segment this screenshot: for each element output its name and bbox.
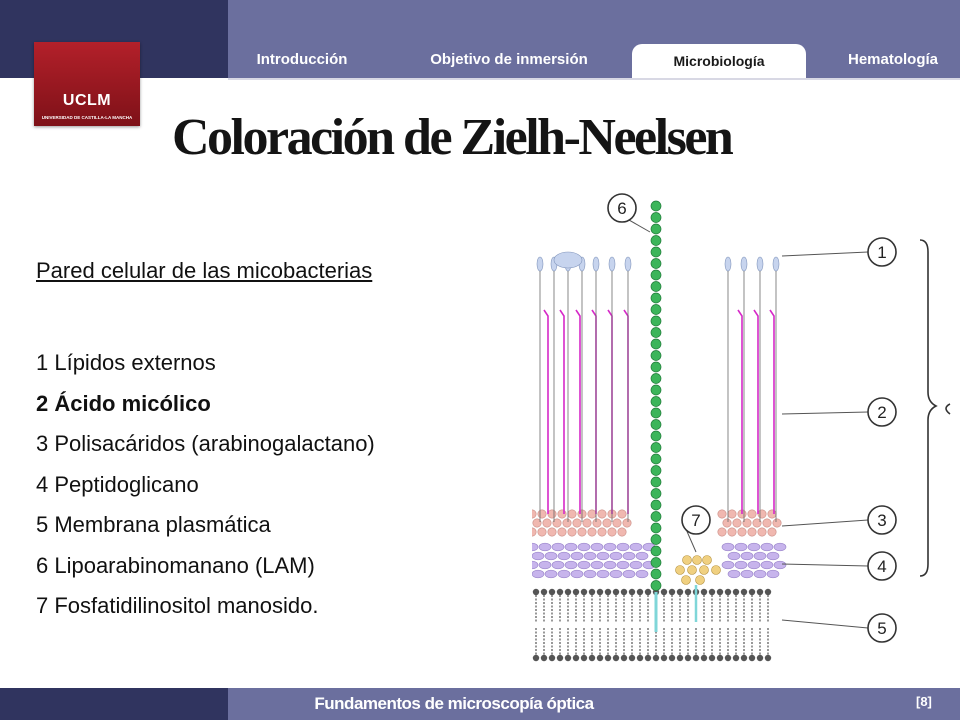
mycolic-acid — [608, 310, 612, 514]
lipid-head — [541, 589, 547, 595]
mycolic-acid — [592, 310, 596, 514]
lam-bead — [651, 523, 661, 533]
mycolic-acid — [624, 310, 628, 514]
lipid-head — [749, 655, 755, 661]
polysaccharide-unit — [718, 510, 726, 518]
peptidoglycan-unit — [604, 561, 616, 569]
lam-bead — [651, 569, 661, 579]
diagram-label: 4 — [877, 557, 887, 576]
polysaccharide-unit — [763, 519, 771, 527]
top-bar-divider — [228, 78, 960, 80]
mycolic-acid — [560, 310, 564, 514]
lam-bead — [651, 305, 661, 315]
lipid-head — [733, 589, 739, 595]
lam-bead — [651, 489, 661, 499]
polysaccharide-unit — [583, 519, 591, 527]
page-number: [8] — [916, 694, 932, 709]
lipid-head — [741, 589, 747, 595]
lipid-head — [677, 589, 683, 595]
slide-subtitle: Pared celular de las micobacterias — [36, 258, 373, 283]
peptidoglycan-unit — [722, 561, 734, 569]
lipid-head — [765, 655, 771, 661]
peptidoglycan-unit — [558, 552, 570, 560]
polysaccharide-unit — [728, 510, 736, 518]
footer-title: Fundamentos de microscopía óptica — [314, 694, 594, 713]
polysaccharide-unit — [608, 528, 616, 536]
lam-bead — [651, 500, 661, 510]
polysaccharide-unit — [618, 528, 626, 536]
lipid-head — [597, 589, 603, 595]
peptidoglycan-unit — [532, 561, 538, 569]
polysaccharide-unit — [532, 528, 536, 536]
lipid-head — [581, 655, 587, 661]
peptidoglycan-unit — [578, 561, 590, 569]
peptidoglycan-unit — [532, 570, 544, 578]
outer-lipid-head — [725, 257, 731, 271]
diagram-label: 2 — [877, 403, 887, 422]
polysaccharide-unit — [578, 528, 586, 536]
lam-bead — [651, 385, 661, 395]
outer-lipid-head — [773, 257, 779, 271]
peptidoglycan-unit — [591, 561, 603, 569]
lam-bead — [651, 512, 661, 522]
lipid-head — [765, 589, 771, 595]
lam-bead — [651, 270, 661, 280]
lipid-head — [621, 589, 627, 595]
lam-bead — [651, 316, 661, 326]
plasma-membrane-layer — [533, 589, 771, 661]
lipid-head — [589, 655, 595, 661]
lipid-head — [693, 655, 699, 661]
peptidoglycan-unit — [597, 570, 609, 578]
peptidoglycan-unit — [630, 543, 642, 551]
polysaccharide-unit — [538, 510, 546, 518]
peptidoglycan-unit — [539, 543, 551, 551]
outer-lipid-head — [741, 257, 747, 271]
lipid-head — [637, 655, 643, 661]
lipid-head — [725, 655, 731, 661]
polysaccharide-unit — [768, 510, 776, 518]
lam-bead — [651, 454, 661, 464]
tab-objetivo-de-inmersion[interactable]: Objetivo de inmersión — [430, 51, 588, 68]
lipid-head — [581, 589, 587, 595]
lam-bead — [651, 293, 661, 303]
lam-bead — [651, 328, 661, 338]
tab-hematologia[interactable]: Hematología — [847, 51, 938, 68]
peptidoglycan-unit — [571, 570, 583, 578]
diagram-label: 7 — [691, 511, 701, 530]
mycolic-acid — [544, 310, 548, 514]
lipid-head — [709, 589, 715, 595]
lipid-head — [557, 655, 563, 661]
peptidoglycan-unit — [539, 561, 551, 569]
lipid-head — [709, 655, 715, 661]
lipid-head — [757, 589, 763, 595]
polysaccharide-unit — [558, 528, 566, 536]
lipid-head — [573, 589, 579, 595]
lam-bead — [651, 466, 661, 476]
peptidoglycan-unit — [748, 561, 760, 569]
lam-bead — [651, 339, 661, 349]
pim-bead — [696, 576, 705, 585]
polysaccharide-unit — [618, 510, 626, 518]
lipid-head — [565, 655, 571, 661]
list-item: 1 Lípidos externos — [36, 350, 216, 375]
polysaccharide-unit — [773, 519, 781, 527]
peptidoglycan-unit — [754, 552, 766, 560]
diagram-label: 3 — [877, 511, 887, 530]
lipid-head — [549, 589, 555, 595]
lam-bead — [651, 477, 661, 487]
diagram-label: 5 — [877, 619, 887, 638]
lam-bead — [651, 420, 661, 430]
peptidoglycan-unit — [610, 552, 622, 560]
polysaccharide-unit — [598, 510, 606, 518]
lipid-head — [701, 589, 707, 595]
lam-bead — [651, 224, 661, 234]
lam-bead — [651, 408, 661, 418]
polysaccharide-unit — [728, 528, 736, 536]
peptidoglycan-unit — [767, 570, 779, 578]
polysaccharide-unit — [568, 510, 576, 518]
lipid-head — [597, 655, 603, 661]
peptidoglycan-unit — [735, 543, 747, 551]
lipid-head — [757, 655, 763, 661]
peptidoglycan-unit — [728, 570, 740, 578]
slide-title: Coloración de Zielh-Neelsen — [172, 109, 732, 166]
peptidoglycan-unit — [748, 543, 760, 551]
tab-introduccion[interactable]: Introducción — [256, 51, 348, 68]
outer-lipid-head — [609, 257, 615, 271]
lipid-head — [629, 655, 635, 661]
mycolic-acid — [770, 310, 774, 514]
lipid-head — [661, 589, 667, 595]
polysaccharide-unit — [538, 528, 546, 536]
polysaccharide-unit — [588, 510, 596, 518]
lipid-head — [605, 655, 611, 661]
list-item: 5 Membrana plasmática — [36, 512, 271, 537]
lam-bead — [651, 397, 661, 407]
polysaccharide-unit — [718, 528, 726, 536]
peptidoglycan-unit — [636, 552, 648, 560]
outer-lipid-head — [593, 257, 599, 271]
polysaccharide-unit — [548, 528, 556, 536]
peptidoglycan-unit — [552, 543, 564, 551]
peptidoglycan-unit — [623, 552, 635, 560]
peptidoglycan-unit — [597, 552, 609, 560]
lipid-head — [541, 655, 547, 661]
lipid-head — [717, 589, 723, 595]
lipid-head — [565, 589, 571, 595]
lam-bead — [651, 558, 661, 568]
peptidoglycan-unit — [722, 543, 734, 551]
pim-bead — [683, 556, 692, 565]
polysaccharide-unit — [598, 528, 606, 536]
list-item: 2 Ácido micólico — [36, 390, 211, 416]
lipid-head — [645, 655, 651, 661]
outer-lipid-head — [757, 257, 763, 271]
list-item: 3 Polisacáridos (arabinogalactano) — [36, 431, 375, 456]
lam-bead — [651, 236, 661, 246]
peptidoglycan-unit — [623, 570, 635, 578]
peptidoglycan-unit — [741, 552, 753, 560]
peptidoglycan-unit — [617, 561, 629, 569]
lipid-head — [629, 589, 635, 595]
polysaccharide-unit — [573, 519, 581, 527]
peptidoglycan-unit — [532, 552, 544, 560]
lam-bead — [651, 259, 661, 269]
peptidoglycan-unit — [630, 561, 642, 569]
lipid-head — [605, 589, 611, 595]
peptidoglycan-unit — [761, 543, 773, 551]
mycolic-acid — [576, 310, 580, 514]
component-list — [36, 348, 375, 632]
logo-subtext: UNIVERSIDAD DE CASTILLA-LA MANCHA — [41, 115, 133, 120]
peptidoglycan-unit — [545, 552, 557, 560]
peptidoglycan-unit — [578, 543, 590, 551]
polysaccharide-unit — [748, 510, 756, 518]
lam-bead — [651, 247, 661, 257]
peptidoglycan-unit — [728, 552, 740, 560]
peptidoglycan-unit — [565, 561, 577, 569]
list-item: 4 Peptidoglicano — [36, 471, 199, 497]
polysaccharide-unit — [532, 510, 536, 518]
lam-bead — [651, 535, 661, 545]
peptidoglycan-unit — [584, 570, 596, 578]
polysaccharide-unit — [733, 519, 741, 527]
callout-line — [782, 412, 868, 414]
peptidoglycan-unit — [591, 543, 603, 551]
cell-wall-diagram — [532, 192, 952, 680]
outer-lipid-head — [537, 257, 543, 271]
lipid-head — [733, 655, 739, 661]
pim-bead — [688, 566, 697, 575]
polysaccharide-unit — [758, 528, 766, 536]
lipid-head — [669, 589, 675, 595]
lipid-head — [661, 655, 667, 661]
peptidoglycan-unit — [735, 561, 747, 569]
diagram-label: 1 — [877, 243, 887, 262]
lam-bead — [651, 201, 661, 211]
peptidoglycan-unit — [604, 543, 616, 551]
callout-line — [782, 620, 868, 628]
lipid-head — [717, 655, 723, 661]
peptidoglycan-unit — [617, 543, 629, 551]
polysaccharide-unit — [748, 528, 756, 536]
peptidoglycan-unit — [565, 543, 577, 551]
lipid-head — [589, 589, 595, 595]
lam-bead — [651, 443, 661, 453]
uclm-logo — [34, 42, 140, 126]
pim-bead — [703, 556, 712, 565]
lipid-head — [637, 589, 643, 595]
mycolic-acid — [738, 310, 742, 514]
pim-bead — [700, 566, 709, 575]
lipid-head — [725, 589, 731, 595]
callout-line — [782, 520, 868, 526]
lipid-head — [557, 589, 563, 595]
lipid-head — [749, 589, 755, 595]
list-item: 6 Lipoarabinomanano (LAM) — [36, 552, 315, 578]
peptidoglycan-unit — [532, 543, 538, 551]
bracket — [920, 240, 936, 576]
peptidoglycan-unit — [754, 570, 766, 578]
lipid-head — [677, 655, 683, 661]
polysaccharide-unit — [543, 519, 551, 527]
lipid-head — [685, 655, 691, 661]
lipid-head — [533, 589, 539, 595]
peptidoglycan-unit — [558, 570, 570, 578]
lipid-head — [573, 655, 579, 661]
polysaccharide-unit — [623, 519, 631, 527]
outer-lipid-head — [625, 257, 631, 271]
peptidoglycan-unit — [584, 552, 596, 560]
lipid-head — [685, 589, 691, 595]
lipid-head — [549, 655, 555, 661]
peptidoglycan-unit — [741, 570, 753, 578]
peptidoglycan-unit — [761, 561, 773, 569]
lam-bead — [651, 431, 661, 441]
pim-cluster — [676, 556, 721, 623]
polysaccharide-unit — [563, 519, 571, 527]
lam-bead — [651, 581, 661, 591]
lipid-head — [613, 655, 619, 661]
polysaccharide-unit — [588, 528, 596, 536]
pim-bead — [712, 566, 721, 575]
polysaccharide-unit — [613, 519, 621, 527]
list-item: 7 Fosfatidilinositol manosido. — [36, 593, 319, 618]
peptidoglycan-unit — [552, 561, 564, 569]
peptidoglycan-unit — [636, 570, 648, 578]
lam-bead — [651, 374, 661, 384]
lam-bead — [651, 362, 661, 372]
tab-microbiologia[interactable]: Microbiología — [632, 44, 806, 78]
polysaccharide-unit — [548, 510, 556, 518]
bracket-tail — [946, 404, 950, 414]
pim-bead — [693, 556, 702, 565]
pim-bead — [676, 566, 685, 575]
mycolic-acid — [754, 310, 758, 514]
polysaccharide-unit — [738, 528, 746, 536]
peptidoglycan-unit — [774, 561, 786, 569]
lipid-head — [653, 655, 659, 661]
polysaccharide-unit — [603, 519, 611, 527]
callout-line — [782, 564, 868, 566]
lam-bead — [651, 351, 661, 361]
lipid-head — [621, 655, 627, 661]
polysaccharide-unit — [568, 528, 576, 536]
peptidoglycan-unit — [545, 570, 557, 578]
peptidoglycan-unit — [774, 543, 786, 551]
lipid-head — [645, 589, 651, 595]
lipid-head — [669, 655, 675, 661]
lam-bead — [651, 546, 661, 556]
lipid-head — [613, 589, 619, 595]
peptidoglycan-unit — [767, 552, 779, 560]
polysaccharide-unit — [558, 510, 566, 518]
polysaccharide-unit — [593, 519, 601, 527]
polysaccharide-unit — [758, 510, 766, 518]
lipid-head — [701, 655, 707, 661]
lipid-head — [741, 655, 747, 661]
polysaccharide-unit — [768, 528, 776, 536]
logo-text: UCLM — [62, 92, 112, 109]
outer-lipid-head — [554, 252, 582, 268]
lipid-head — [533, 655, 539, 661]
lam-bead — [651, 282, 661, 292]
polysaccharide-unit — [723, 519, 731, 527]
pim-bead — [682, 576, 691, 585]
diagram-label: 6 — [617, 199, 627, 218]
lam-bead — [651, 213, 661, 223]
peptidoglycan-unit — [610, 570, 622, 578]
peptidoglycan-unit — [571, 552, 583, 560]
callout-line — [782, 252, 868, 256]
footer-dark-block — [0, 688, 228, 720]
